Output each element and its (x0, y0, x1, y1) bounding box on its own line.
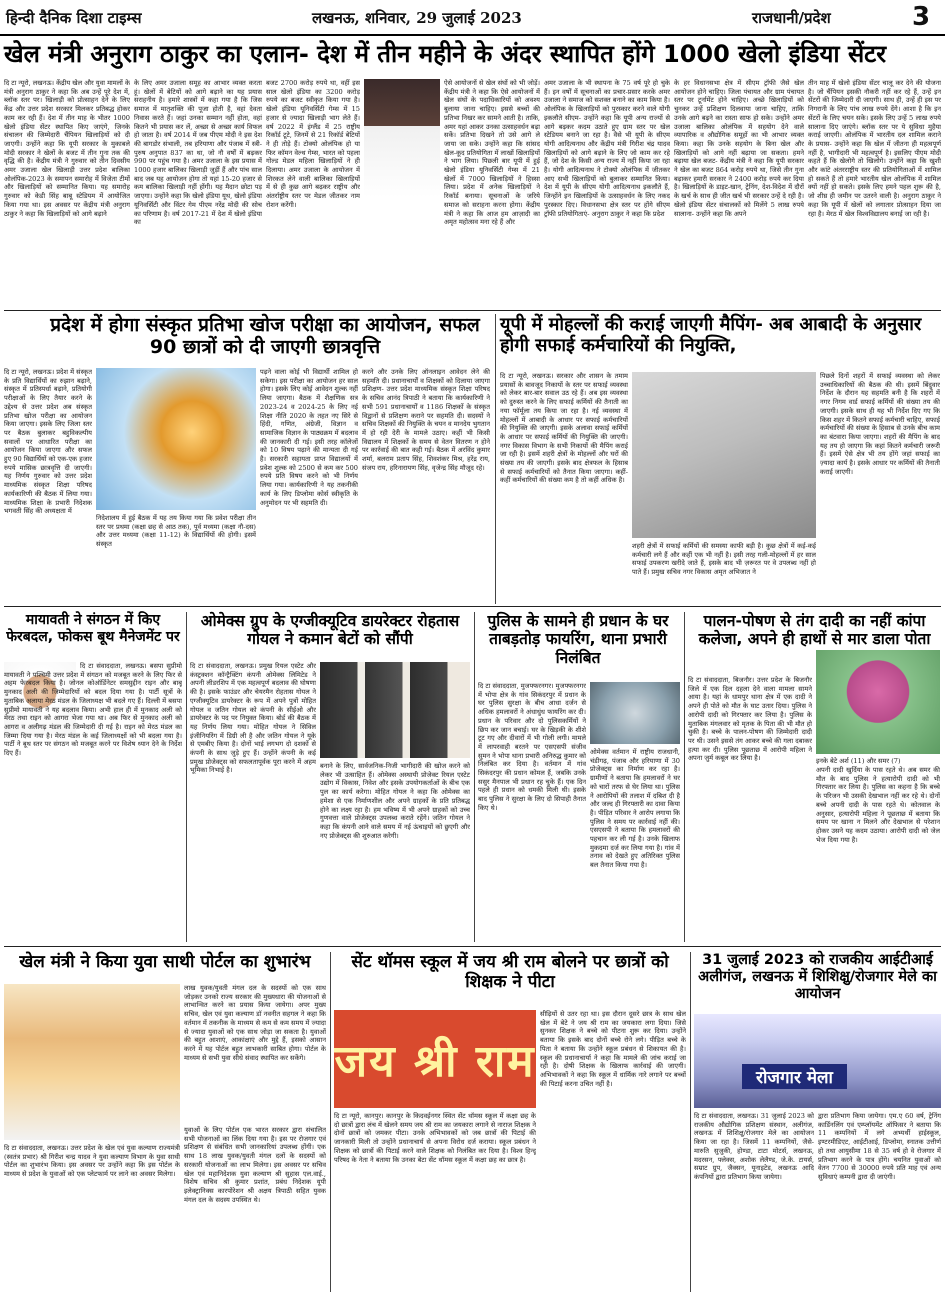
article-yuva-saathi-col1: लाख युवक/युवती मंगल दल के सदस्यों को एक साथ जोड़कर उनको राज्य सरकार की मुख्यधारा की योजनाओं से लाभान्वित करने का प्रयास किया जायेगा। अपर मुख्य सचिव, खेल एवं युवा कल्याण डॉ नवनीत सहगल ने कहा कि वर्तमान में तकनीक के माध्यम से कम से कम समय में ज्यादा से ज्यादा युवाओं को एक साथ जोड़ा जा सकता है। युवाओं की बहुत आशाएं, आकांक्षाएं और मुद्दे हैं, इसको आसान करने में यह पोर्टल बहुत लाभकारी साबित होगा। पोर्टल के माध्यम से सभी युवा सीधे संवाद स्थापित कर सकेंगे। (184, 984, 326, 1062)
divider (4, 946, 941, 947)
divider (4, 310, 941, 311)
article-khelo-india-col6: के हर विधानसभा क्षेत्र में सीएम ट्रॉफी जैसे खेल आयोजन होने चाहिए। जिला पंचायत और ग्राम पंचायत स्तर पर टूर्नामेंट होने चाहिए। अच्छे खिलाड़ियों को चुनकर उन्हें प्रशिक्षण दिलवाया जाना चाहिए, ताकि उनके आगे बढ़ने का रास्ता साफ हो सके। उन्होंने अमर उजाला बालिका ओलंपिक में सहयोग देने वाले व्यापारिक व औद्योगिक समूहों का भी आभार व्यक्त किया। कहा कि उनके सहयोग के बिना खेल और खिलाड़ियों को आगे नहीं बढ़ाया जा सकता। हमने बढ़ाया खेल बजट- केंद्रीय मंत्री ने कहा कि यूपी सरकार ने खेल का बजट 864 करोड़ रुपये था, जिसे तीन गुना बढ़ाकर हमारी सरकार ने 2400 करोड़ रुपये कर दिया है। खिलाड़ियों के डाइट-खान, ट्रेनिंग, देश-विदेश में दौरों के खर्च के साथ ही जीत खर्च भी सरकार उन्हें दे रही है। खेलो इंडिया सेंटर संचालकों को मिलेंगे 5 लाख रुपये सालाना- उन्होंने कहा कि अपने (674, 79, 804, 218)
article-jsr-col2: सीढ़ियों से उतर रहा था। इस दौरान दूसरे छात्र के साथ खेल खेल में बेटे ने जय श्री राम का जयकारा लगा दिया। जिसे सुनकर शिक्षक ने बच्चे को पीटना शुरू कर दिया। उन्होंने बताया कि इसके बाद दोनों बच्चे रोने लगे। पीड़ित बच्चे के पिता ने बताया कि उन्होंने स्कूल प्रबंधन से शिकायत की है। स्कूल की प्रधानाचार्या ने कहा कि मामले की जांच कराई जा रही है। दोषी शिक्षक के खिलाफ कार्रवाई की जाएगी। अभिभावकों ने कहा कि स्कूल में धार्मिक नारे लगाने पर बच्चों की पिटाई करना उचित नहीं है। (540, 1010, 686, 1088)
article-firing-col1: दि टा संवाददाता, मुजफ्फरनगर। मुजफ्फरनगर में भोपा क्षेत्र के गांव सिकंदरपुर में प्रधान के घर पुलिस सुरक्षा के बीच आधा दर्जन से अधिक हमलावरों ने अंधाधुंध फायरिंग कर दी। प्रधान के परिवार और दो पुलिसकर्मियों ने छिप कर जान बचाई। घर के खिड़की के शीशे टूट गए और दीवारों में भी गोली लगी। मामले में लापरवाही बरतने पर एसएसपी संजीव सुमन ने भोपा थाना प्रभारी अनिरुद्ध कुमार को निलंबित कर दिया है। वर्तमान में गांव सिकंदरपुर की प्रधान कोमल हैं, जबकि उनके ससुर मैनपाल भी प्रधान रह चुके हैं। एक दिन पहले ही प्रधान को धमकी मिली थी। इसके बाद पुलिस ने सुरक्षा के लिए दो सिपाही तैनात किए थे। (478, 682, 586, 812)
divider (4, 606, 941, 607)
article-sanskrit-col4: करने और उनके लिए ऑनलाइन आवेदन लेने की सहमति दी। प्रधानाचार्यों व शिक्षकों को दिलाया जाएगा प्रशिक्षण- उत्तर प्रदेश माध्यमिक संस्कृत शिक्षा परिषद के सचिव आनंद त्रिपाठी ने बताया कि कार्यकारिणी ने सभी 591 प्रधानाचार्यों व 1186 शिक्षकों के संस्कृत विद्वानों से प्रशिक्षण कराने पर सहमति दी। सदस्यों ने सचिव शिक्षकों की नियुक्ति के चयन व मानदेय भुगतान में हो रही देरी के मामले उठाए। कहीं भी किसी विद्यालय में शिक्षकों के समय से वेतन वितरण न होने पर कार्रवाई की बात कही गई। बैठक में अरविंद कुमार शर्मा, बलराम प्रताप सिंह, शिवशंकर मिश्र, हरेंद्र राय, संजय राय, हरिनारायण सिंह, वृजेन्द्र सिंह मौजूद रहे। (362, 368, 490, 472)
headline-jai-shri-ram: सेंट थॉमस स्कूल में जय श्री राम बोलने पर छात्रों को शिक्षक ने पीटा (351, 952, 669, 993)
article-khelo-india-col7: तीन माह में खेलो इंडिया सेंटर चालू कर देने की योजना है। जो चैंपियन इसकी नौकरी नहीं कर रहे हैं, उन्हें इन सेंटरों की जिम्मेदारी दी जाएगी। साथ ही, उन्हें ही इस पर निगरानी के लिए पांच लाख रुपये देंगे। आशा है कि इन सेंटरों के लिए चयन सके। इसके लिए उन्हें 5 लाख रुपये सालाना दिए जाएंगे। ब्लॉक स्तर पर ये सुविधा मुहैया कराई जाएगी। ओलंपिक में भारतीय दल शामिल कराने के प्रयास- उन्होंने कहा कि खेल में जीतना ही महत्वपूर्ण नहीं है, भागीदारी भी महत्वपूर्ण है। इसलिए पीएम मोदी कहते हैं कि खेलोगे तो खिलोगे। उन्होंने कहा कि खुशी और कांटे अंतरराष्ट्रीय स्तर की प्रतियोगिताओं में शामिल हो सकते हैं तो हमारे भारतीय खेल ओलंपिक में शामिल क्यों नहीं हो सकते। इसके लिए हमने पहल शुरू की है, जो शीघ्र ही जमीन पर उतरने वाली है। अनुराग ठाकुर ने कहा कि यूपी में खेलों को लगातार प्रोत्साहन दिया जा रहा है। मेरठ में खेल विश्वविद्यालय बनाई जा रही है। (808, 79, 941, 218)
article-sanskrit-col3: पढ़ने वाला कोई भी विद्यार्थी शामिल हो सकेगा। इस परीक्षा का आयोजन हर साल होगा। इसके लिए कोई आवेदन शुल्क नहीं लिया जाएगा। बैठक में शैक्षणिक सत्र 2023-24 व 2024-25 के लिए नई शिक्षा नीति 2020 के तहत नए सिरे से हिंदी, गणित, अंग्रेजी, विज्ञान व सामाजिक विज्ञान के पाठ्यक्रम में बदलाव की जानकारी दी गई। इसी तरह कॉलेजों को 10 विषय पढ़ाने की मान्यता दी गई है। सरकारी सहायता प्राप्त विद्यालयों में प्रवेश शुल्क को 2500 से कम कर 500 रुपये प्रति विषय करने को भी निर्णय लिया गया। कार्यकारिणी ने यह तकनीकी कार्य के लिए डिप्लोमा कोर्स स्वीकृति के अनुमोदन पर भी सहमति दी। (260, 368, 358, 507)
article-grandmother-col1: दि टा संवाददाता, बिजनौर। उत्तर प्रदेश के बिजनौर जिले में एक दिल दहला देने वाला मामला सामने आया है। यहां के धामपुर थाना क्षेत्र में एक दादी ने अपने ही पोते को मौत के घाट उतार दिया। पुलिस ने आरोपी दादी को गिरफ्तार कर लिया है। पुलिस के मुताबिक मंगलवार को मृतक के पिता की भी मौत हो चुकी है। बच्चे के पालन-पोषण की जिम्मेदारी दादी पर थी। उसने इससे तंग आकर बच्चे की गला दबाकर हत्या कर दी। पुलिस पूछताछ में आरोपी महिला ने अपना जुर्म कबूल कर लिया है। (688, 676, 812, 763)
photo-portal-launch (4, 984, 180, 1140)
headline-sanskrit-exam: प्रदेश में होगा संस्कृत प्रतिभा खोज परीक्षा का आयोजन, सफल 90 छात्रों को दी जाएगी छात्रवृत्ति (50, 314, 480, 359)
article-khelo-india-col1: दि टा न्यूरो, लखनऊ। केंद्रीय खेल और युवा मामलों के मंत्री अनुराग ठाकुर ने कहा कि अब उन्हें पूरे देश में, ब्लॉक स्तर पर। खिलाड़ी को प्रोत्साहन देने के लिए केंद्र और उत्तर प्रदेश सरकार मिलकर प्रतिबद्ध होकर काम कर रही हैं। देश में तीन माह के भीतर 1000 खेलो इंडिया सेंटर स्थापित किए जाएंगे, जिनके संचालन की जिम्मेदारी चैंपियन खिलाड़ियों को दी जाएगी। उन्होंने कहा कि यूपी सरकार के मुकाबले मोदी सरकार ने खेलों के बजट में तीन गुना तक की वृद्धि की है। केंद्रीय मंत्री ने गुरुवार को तीन दिवसीय अमर उजाला खेल खिलाड़ी उत्तर प्रदेश बालिका ओलंपिक-2023 के समापन समारोह में विजेता टीमों और खिलाड़ियों को सम्मानित किया। यह समारोह गुरुवार को केडी सिंह बाबू स्टेडियम में आयोजित किया गया था। इस अवसर पर केंद्रीय मंत्री अनुराग ठाकुर ने कहा कि खिलाड़ियों को आगे बढ़ाने (4, 79, 130, 218)
article-mapping-col2: शहरी क्षेत्रों में सफाई कर्मियों की समस्या काफी बड़ी है। कुछ क्षेत्रों में कई-कई कर्मचारी लगे हैं और कहीं एक भी नहीं है। इसी तरह गली-मोहल्लों में हर साल सफाई उपकरण खरीदे जाते हैं, इसके बाद भी ज़रूरत पर वे उपलब्ध नहीं हो पाते हैं। प्रमुख सचिव नगर विकास अमृत अभिजात ने (632, 542, 816, 577)
headline-mohalla-mapping: यूपी में मोहल्लों की कराई जाएगी मैपिंग- अब आबादी के अनुसार होगी सफाई कर्मचारियों की नियुक्ति, (500, 314, 922, 357)
article-mapping-col1: दि टा न्यूरो, लखनऊ। सरकार और शासन के तमाम प्रयासों के बावजूद निकायों के स्तर पर सफाई व्यवस्था को लेकर बार-बार सवाल उठ रहे हैं। अब इस व्यवस्था को दुरुस्त करने के लिए सफाई कर्मियों की तैनाती का नया फॉर्मूला तय किया जा रहा है। नई व्यवस्था में मोहल्लों में आबादी के आधार पर सफाई कर्मचारियों की नियुक्ति की जाएगी। इसके अलावा सफाई कर्मियों के आधार पर सफाई कर्मियों की नियुक्ति की जाएगी। नगर विकास विभाग के सभी निकायों की मैपिंग कराई जा रही है। इसमें शहरी क्षेत्रों के मोहल्लों और घरों की संख्या तय की जाएगी। इसके बाद क्षेत्रफल के हिसाब से सफाई कर्मचारियों को तैनात किया जाएगा। कहीं-कहीं कर्मचारियों की संख्या कम है तो कहीं अधिक है। (500, 372, 628, 485)
photo-caption-yuva-saathi: दि टा संवाददाता, लखनऊ। उत्तर प्रदेश के खेल एवं युवा कल्याण राज्यमंत्री (स्वतंत्र प्रभार) श्री गिरीश चन्द्र यादव ने युवा कल्याण विभाग के युवा साथी पोर्टल का शुभारंभ किया। इस अवसर पर उन्होंने कहा कि इस पोर्टल के माध्यम से प्रदेश के युवाओं को एक प्लेटफार्म पर लाने का अवसर मिलेगा। (4, 1144, 180, 1179)
headline-firing: पुलिस के सामने ही प्रधान के घर ताबड़तोड़ फायरिंग, थाना प्रभारी निलंबित (487, 612, 669, 667)
headline-rojgar-mela: 31 जुलाई 2023 को राजकीय आईटीआई अलीगंज, लखनऊ में शिशिक्षु/रोजगार मेले का आयोजन (698, 952, 937, 1003)
masthead (0, 0, 945, 36)
photo-sweeper (632, 372, 816, 538)
headline-yuva-saathi: खेल मंत्री ने किया युवा साथी पोर्टल का शुभारंभ (19, 952, 311, 972)
headline-khelo-india: खेल मंत्री अनुराग ठाकुर का एलान- देश में तीन महीने के अंदर स्थापित होंगे 1000 खेलो इंडिया सेंटर (4, 40, 887, 68)
article-khelo-india-col2: के लिए अमर उजाला समूह का आभार व्यक्त करता हूं। खेलों में बेटियों को आगे बढ़ाने का यह प्रयास सराहनीय है। हमारे शास्त्रों में कहा गया है कि जिस समाज में मातृशक्ति की पूजा होती है, वहां देवता निवास करते हैं। जहां उनका सम्मान नहीं होता, वहां कितने भी प्रयास कर लें, अच्छा से अच्छा कार्य विफल हो जाता है। वर्ष 2014 में जब पीएम मोदी ने इस देश की बागडोर संभाली, तब हरियाणा और पंजाब में स्त्री-पुरुष अनुपात 837 का था, जो नौ वर्षों में बढ़कर 990 पर पहुंच गया है। अमर उजाला के इस प्रयास में 1000 हजार बालिका खिलाड़ी जुड़ीं हैं और पांच साल बाद जब यह आयोजन होगा तो यहां 15-20 हजार से कम बालिका खिलाड़ी नहीं होंगी। यह मैदान छोटा पड़ जाएगा। उन्होंने कहा कि खेलो इंडिया यूथ, खेलो इंडिया यूनिवर्सिटी और विंटर गेम पीएम नरेंद्र मोदी की सोच का परिणाम है। वर्ष 2017-21 में देश में खेलो इंडिया का (134, 79, 262, 227)
photo-caption-grandmother: इनके बेटे अर्श (11) और समर (7) (816, 757, 901, 765)
photo-sanskrit-guru (96, 368, 256, 510)
headline-mayawati: मायावती ने संगठन में किए फेरबदल, फोकस बूथ मैनेजमेंट पर (6, 612, 180, 645)
photo-rojgar-mela (694, 1014, 941, 1108)
article-rojgar-col2: द्वारा प्रतिभाग किया जायेगा। एम.ए 60 वर्ष, ट्रेनिंग कार्डिनलिंग एवं एम्प्लॉयमेंट ऑफिसर ने बताया कि 11 कम्पनियों में लगे अभ्यर्थी हाईस्कूल, इण्टरमीडिएट, आईटीआई, डिप्लोमा, स्नातक उत्तीर्ण हो तथा आयुसीमा 18 से 35 वर्ष हो वे रोजगार में प्रतिभाग करने के पात्र होंगे। चयनित युवाओं को वेतन 7700 से 30000 रुपये प्रति माह एवं अन्य सुविधाएं कम्पनी द्वारा दी जाएंगी। (818, 1112, 941, 1181)
photo-grandmother (816, 650, 940, 754)
article-khelo-india-col4: ऐसे आयोजनों से खेल संघों को भी जोड़ें। केंद्रीय मंत्री ने कहा कि ऐसे आयोजनों में खेल संघों के पदाधिकारियों को अवश्य बुलाया जाना चाहिए। इससे बच्चों की प्रतिभा निखर कर सामने आती है। ताकि, अमर यहां आकर उनका उत्साहवर्धन बढ़ा सकें। प्रतिभा दिखने तो उसे आगे ले जाया जा सके। उन्होंने कहा कि सांसद खेल-कूद प्रतियोगिता में लाखों खिलाड़ियों ने भाग लिया। पिछली बार यूपी में हुई खेलो इंडिया यूनिवर्सिटी गेम्स में 21 खेलों में 7000 खिलाड़ियों ने हिस्सा लिया। प्रदेश में अनेक खिलाड़ियों ने रिकॉर्ड बनाया। सूचनाओं के जरिये समाज को सराहना करना होगा। केंद्रीय मंत्री ने कहा कि आज हम आज़ादी का अमृत महोत्सव मना रहे हैं और (444, 79, 540, 227)
photo-pistol (590, 682, 680, 744)
divider (690, 952, 691, 1292)
divider (684, 612, 685, 942)
article-jsr-col1: दि टा न्यूरो, कानपुर। कानपुर के किदवईनगर स्थित सेंट थॉमस स्कूल में कक्षा छह के दो छात्रों द्वारा लंच में खेलने समय जय श्री राम का जयकारा लगाने से नाराज शिक्षक ने दोनों छात्रों को जमकर पीटा। उनके अभिभावकों को जब छात्रों की पिटाई की जानकारी मिली तो उन्होंने प्रधानाचार्य से अपना विरोध दर्ज कराया। स्कूल प्रबंधन ने शिक्षक को छात्रों की पिटाई करने वाले शिक्षक को निलंबित कर दिया है। विश्व हिन्दू परिषद के नेता ने बताया कि उनका बेटा सेंट थॉमस स्कूल में कक्षा छह का छात्र है। (334, 1112, 536, 1164)
article-khelo-india-col3: बजट 2700 करोड़ रुपये था, वहीं इस साल खेलो इंडिया का 3200 करोड़ रुपये का बजट स्वीकृत किया गया है। खेलो इंडिया यूनिवर्सिटी गेम्स में 15 हजार से ज्यादा खिलाड़ी भाग लेते हैं। वर्ष 2022 में इंग्लैंड में 25 राष्ट्रीय रिकॉर्ड टूटे, जिनमें से 21 रिकॉर्ड बेटियों ने ही तोड़े हैं। टोक्यो ओलंपिक हो या फिर कॉमन वेल्थ गेम्स, भारत को पहला गोल्ड मेडल महिला खिलाड़ियों ने ही दिलाया। अमर उजाला के आयोजन में शिरकत लेने वाली बालिका खिलाड़ियों में से ही कुछ आगे बढ़कर राष्ट्रीय और अंतर्राष्ट्रीय स्तर पर मेडल जीतकर नाम रोशन करेंगी। (266, 79, 360, 209)
divider (474, 612, 475, 942)
article-sanskrit-col2: निदेशालय में हुई बैठक में यह तय किया गया कि प्रवेश परीक्षा तीन स्तर पर प्रथमा (कक्षा छह से आठ तक), पूर्व मध्यमा (कक्षा नौ-दस) और उत्तर मध्यमा (कक्षा 11-12) के विद्यार्थियों की होगी। इसमें संस्कृत (96, 514, 256, 549)
divider (495, 314, 496, 604)
article-yuva-saathi-col2: युवाओं के लिए पोर्टल एक भारत सरकार द्वारा संचालित सभी योजनाओं का लिंक दिया गया है। इस पर रोजगार एवं प्रशिक्षण से संबंधित सभी जानकारियां उपलब्ध होंगी। एक साथ 18 लाख युवक/युवती मंगल दलों के सदस्यों को सरकारी योजनाओं का लाभ मिलेगा। इस अवसर पर सचिव खेल एवं महानिदेशक युवा कल्याण श्री सुहास एल.वाई., विशेष सचिव श्री कुमार प्रशांत, प्रबंध निदेशक यूपी इलेक्ट्रानिक्स कारपोरेशन श्री अक्षय त्रिपाठी सहित युवक मंगल दल के सदस्य उपस्थित थे। (184, 1126, 326, 1204)
photo-jai-shri-ram (334, 1010, 536, 1108)
article-sanskrit-col1: दि टा न्यूरो, लखनऊ। प्रदेश में संस्कृत के प्रति विद्यार्थियों का रुझान बढ़ाने, संस्कृत में प्रतिस्पर्धा बढ़ाने, प्रतियोगी परीक्षाओं के लिए तैयार करने के उद्देश्य से उत्तर प्रदेश अब संस्कृत प्रतिभा खोज परीक्षा का आयोजन किया जाएगा। इसके लिए जिला स्तर पर बैठक बुलाकर बहुविकल्पीय सवालों पर आधारित परीक्षा का आयोजन किया जाएगा और सफल हुए 90 विद्यार्थियों को एक-एक हजार रुपये मासिक छात्रवृत्ति दी जाएगी। यह निर्णय गुरुवार को उत्तर प्रदेश माध्यमिक संस्कृत शिक्षा परिषद कार्यकारिणी की बैठक में लिया गया। माध्यमिक शिक्षा के प्रभारी निदेशक भगवती सिंह की अध्यक्षता में (4, 368, 92, 516)
article-mayawati: दि टा संवाददाता, लखनऊ। बसपा सुप्रीमो मायावती ने पश्चिमी उत्तर प्रदेश में संगठन को मजबूत करने के लिए फिर से अहम फेरबदल किया है। जोनल कोऑर्डिनेटर समसुद्दीन राइन और बाबू मुनकाद अली की जिम्मेदारियों को बदल दिया गया है। पार्टी सूत्रों के मुताबिक अलाया मेरठ मंडल के जिलाध्यक्ष भी बदले गए हैं। दिल्ली में बसपा सुप्रीमो मायावती ने यह बदलाव किया। अभी हाल ही में मुनकाद अली को मेरठ तथा राइन को आगरा भेजा गया था। अब फिर से मुनकाद अली को आगरा व अलीगढ़ मंडल की जिम्मेदारी दी गई है। राइन को मेरठ मंडल का जिम्मा दिया गया है। मेरठ मंडल के कई जिलाध्यक्षों को भी बदला गया है। पार्टी ने बूथ स्तर पर संगठन को मजबूत करने पर विशेष ध्यान देने के निर्देश दिए हैं। (4, 662, 182, 758)
divider (186, 612, 187, 942)
headline-omaxe: ओमेक्स ग्रुप के एग्जीक्यूटिव डायरेक्टर रोहतास गोयल ने कमान बेटों को सौंपी (200, 612, 460, 649)
article-omaxe-col1: दि टा संवाददाता, लखनऊ। प्रमुख रियल एस्टेट और कंस्ट्रक्शन कॉन्ट्रैक्टिंग कंपनी ओमेक्स लिमिटेड ने अपनी लीडरशिप में एक महत्वपूर्ण बदलाव की घोषणा की है। इसके फाउंडर और चेयरमैन रोहतास गोयल ने एग्जीक्यूटिव डायरेक्टर के रूप में अपने पुत्रों मोहित गोयल व जतिन गोयल को कंपनी के सीईओ और डायरेक्टर के पद पर नियुक्त किया। बोर्ड की बैठक में यह निर्णय लिया गया। मोहित गोयल ने सिविल इंजीनियरिंग में डिग्री ली है और जतिन गोयल ने यूके से एमबीए किया है। दोनों भाई लगभग दो दशकों से कंपनी के साथ जुड़े हुए हैं। उन्होंने कंपनी के कई प्रमुख प्रोजेक्ट्स को सफलतापूर्वक पूरा करने में अहम भूमिका निभाई है। (190, 662, 316, 775)
divider (330, 952, 331, 1292)
photo-text: जय श्री राम (334, 1036, 536, 1087)
headline-grandmother: पालन-पोषण से तंग दादी का नहीं कांपा कलेजा, अपने ही हाथों से मार डाला पोता (698, 612, 931, 649)
article-mapping-col3: पिछले दिनों शहरों में सफाई व्यवस्था को लेकर उच्चाधिकारियों की बैठक की थी। इसमें बिंदुवार निर्देश के दौरान यह सहमति बनी है कि शहरों में नगर निगम वार्ड सफाई कर्मियों की संख्या तय की जाएगी। इसके साथ ही यह भी निर्देश दिए गए कि किस शहर में कितने सफाई कर्मचारी चाहिए, सफाई कर्मचारियों की संख्या के हिसाब से उनके बीच काम का बंटवारा किया जाएगा। शहरों की मैपिंग के बाद यह तय हो जाएगा कि कहां कितने कर्मचारी जरूरी हैं। इसमें ऐसे क्षेत्र भी तय होंगे जहां सफाई का ज़्यादा कार्य है। इसके आधार पर कर्मियों की तैनाती कराई जाएगी। (820, 372, 940, 476)
issue-date: लखनऊ, शनिवार, 29 जुलाई 2023 (312, 9, 522, 27)
rojgar-banner-text: रोजगार मेला (742, 1064, 847, 1089)
photo-anurag-thakur (364, 79, 440, 197)
section-title: राजधानी/प्रदेश (752, 9, 831, 27)
photo-omaxe-executives (320, 662, 470, 758)
article-firing-col2: ओमेक्स वर्तमान में राष्ट्रीय राजधानी, चंडीगढ़, पंजाब और हरियाणा में 30 प्रोजेक्ट्स का निर्माण कर रहा है। ग्रामीणों ने बताया कि हमलावरों ने घर को चारों तरफ से घेर लिया था। पुलिस ने आरोपियों की तलाश में दबिश दी है और जल्द ही गिरफ्तारी का दावा किया है। पीड़ित परिवार ने आरोप लगाया कि पुलिस ने समय पर कार्रवाई नहीं की। एसएसपी ने बताया कि हमलावरों की पहचान कर ली गई है। उनके खिलाफ मुकदमा दर्ज कर लिया गया है। गांव में तनाव को देखते हुए अतिरिक्त पुलिस बल तैनात किया गया है। (590, 748, 680, 870)
article-khelo-india-col5: अमर उजाला के भी स्थापना के 75 वर्ष पूरे हो चुके हैं। इन वर्षों में सूचनाओं का प्रचार-प्रसार करके अमर उजाला ने समाज को सशक्त बनाने का काम किया है। ओलंपिक के खिलाड़ियों को पुरस्कार करने वाले योगी इकलौते सीएम- उन्होंने कहा कि यूपी अन्य राज्यों से आगे बढ़कर कदम उठाते हुए ग्राम स्तर पर खेल स्टेडियम बनाने जा रहा है। वैसे भी यूपी के सीएम योगी आदित्यनाथ और केंद्रीय मंत्री गिरीश चंद्र यादव खिलाड़ियों को आगे बढ़ाने के लिए जो काम कर रहे हैं, जो देश के किसी अन्य राज्य में नहीं किया जा रहा है। योगी आदित्यनाथ ने टोक्यो ओलंपिक में जीतकर आए सभी खिलाड़ियों को बुलाकर सम्मानित किया। देश में यूपी के सीएम योगी आदित्यनाथ इकलौते हैं, जिन्होंने इन खिलाड़ियों के उत्साहवर्धन के लिए नकद पुरस्कार दिए। विधानसभा क्षेत्र स्तर पर होंगे सीएम ट्रॉफी प्रतियोगिताएं- अनुराग ठाकुर ने कहा कि प्रदेश (544, 79, 670, 218)
newspaper-name: हिन्दी दैनिक दिशा टाइम्स (6, 9, 142, 27)
page-number: 3 (912, 2, 931, 32)
article-rojgar-col1: दि टा संवाददाता, लखनऊ। 31 जुलाई 2023 को राजकीय औद्योगिक प्रशिक्षण संस्थान, अलीगंज, लखनऊ में शिशिक्षु/रोजगार मेले का आयोजन किया जा रहा है। जिसमें 11 कम्पनियों, जैसे- मारुति सुजुकी, होण्डा, टाटा मोटर्स, लखनऊ, मदरसन, फ्लेक्स, अशोक लेलैण्ड, जे.के. टायर्स, सम्राट ग्रुप, जैक्सन, यूनाइटेड, लखनऊ आदि कंपनियों द्वारा प्रतिभाग किया जायेगा। (694, 1112, 814, 1181)
article-omaxe-col2: बनाने के लिए, सार्वजनिक-निजी भागीदारी की खोज करने को लेकर भी उत्साहित हैं। ओमेक्स अस्थायी प्रोजेक्ट रियल एस्टेट उद्योग में विकास, निवेश और इसके उपयोगकर्ताओं के बीच एक पुल का कार्य करेगा। मोहित गोयल ने कहा कि ओमेक्स का हमेशा से एक निर्माणशील और अपने ग्राहकों के प्रति प्रतिबद्ध होने का लक्ष्य रहा है। हम भविष्य में भी अपने ग्राहकों को उच्च गुणवत्ता वाले प्रोजेक्ट्स उपलब्ध कराते रहेंगे। जतिन गोयल ने कहा कि कंपनी आने वाले समय में नई ऊंचाइयों को छुएगी और नए प्रोजेक्ट्स की शुरुआत करेगी। (320, 762, 470, 840)
article-grandmother-col2: अपनी दादी खुर्दिया के पास रहते थे। अब समर की मौत के बाद पुलिस ने हत्यारोपी दादी को भी गिरफ्तार कर लिया है। पुलिस का कहना है कि बच्चे के परिजन भी उसकी देखभाल नहीं कर रहे थे। दोनों बच्चे अपनी दादी के पास रहते थे। कोतवाल के अनुसार, हत्यारोपी महिला ने पूछताछ में बताया कि समय पर खाना न मिलने और देखभाल से परेशान होकर उसने यह कदम उठाया। आरोपी दादी को जेल भेज दिया गया है। (816, 766, 940, 844)
